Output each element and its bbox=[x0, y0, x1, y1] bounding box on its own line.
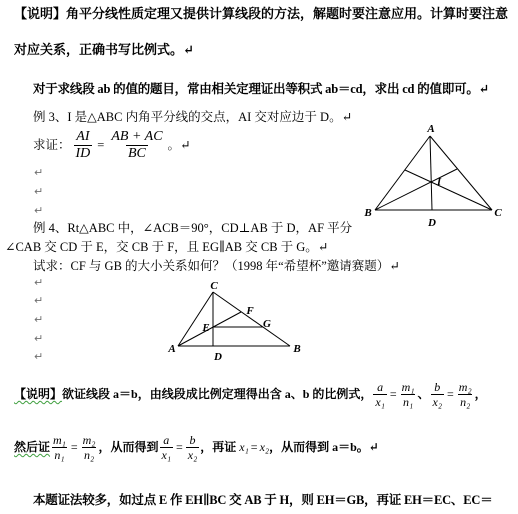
example4-line-2: ∠CAB 交 CD 于 E，交 CB 于 F，且 EG∥AB 交 CB 于 G。↵ bbox=[5, 240, 329, 254]
fraction-denominator: n₂ bbox=[460, 394, 471, 409]
fraction-numerator: b bbox=[434, 379, 441, 394]
fraction-denominator: n₁ bbox=[402, 394, 414, 409]
fraction-m1-over-n1 bbox=[400, 380, 417, 409]
paragraph-mark: ↵ bbox=[34, 294, 44, 307]
fig1-label-a: A bbox=[427, 123, 435, 135]
fraction-denominator: n₁ bbox=[54, 447, 65, 462]
fraction-a-over-x1 bbox=[373, 380, 387, 409]
closing-line: 本题证法较多，如过点 E 作 EH∥BC 交 AB 于 H，则 EH＝GB，再证 EH＝EC、EC＝ bbox=[33, 493, 493, 507]
fig2-side-ac bbox=[178, 292, 213, 346]
fig2-label-b: B bbox=[293, 343, 301, 355]
paragraph-mark: ↵ bbox=[34, 332, 44, 345]
note-proportion-line bbox=[14, 376, 487, 412]
fraction-denominator: x₂ bbox=[187, 447, 198, 462]
fig1-label-d: D bbox=[428, 217, 436, 229]
fig2-label-g: G bbox=[263, 318, 271, 330]
fraction-numerator: m₁ bbox=[53, 432, 66, 447]
fraction-b-over-x2 bbox=[431, 380, 445, 409]
list-separator: 、 bbox=[417, 387, 430, 401]
intro-line-3: 对于求线段 ab 的值的题目，常由相关定理证出等积式 ab＝cd，求出 cd 的值即可。↵ bbox=[33, 82, 490, 96]
fraction-numerator: AB + AC bbox=[111, 128, 163, 144]
example4-question: 试求：CF 与 GB 的大小关系如何？（1998 年“希望杯”邀请赛题）↵ bbox=[33, 259, 400, 273]
note-lead-label: 【说明】 bbox=[14, 387, 63, 401]
fraction-numerator: b bbox=[189, 432, 196, 447]
fraction-numerator: m₂ bbox=[458, 379, 472, 394]
note-then-end: ，从而得到 a＝b。↵ bbox=[269, 440, 379, 454]
note-then-line bbox=[14, 429, 379, 465]
fig1-label-c: C bbox=[494, 207, 502, 219]
figure-triangle-incenter bbox=[362, 120, 507, 230]
intro-line-2: 对应关系，正确书写比例式。↵ bbox=[14, 42, 194, 57]
equals-sign: = bbox=[389, 387, 397, 401]
figure-right-triangle bbox=[165, 280, 305, 362]
equals-sign: = bbox=[70, 440, 78, 454]
note-proportion-end: ， bbox=[474, 387, 487, 401]
note-proportion-text: 欲证线段 a＝b，由线段成比例定理得出含 a、b 的比例式， bbox=[62, 387, 373, 401]
paragraph-mark: ↵ bbox=[34, 204, 44, 217]
paragraph-mark: ↵ bbox=[34, 185, 44, 198]
equation-rhs: x₂ bbox=[259, 440, 270, 454]
fraction-denominator: BC bbox=[128, 145, 146, 161]
intro-line-1: 【说明】角平分线性质定理又提供计算线段的方法，解题时要注意应用。计算时要注意 bbox=[14, 6, 509, 21]
fig1-segment-ad bbox=[430, 136, 432, 210]
fraction-numerator: m₁ bbox=[401, 379, 415, 394]
fraction-denominator: x₁ bbox=[375, 394, 385, 409]
fig1-bisector-c bbox=[405, 170, 492, 210]
fraction-numerator: a bbox=[163, 432, 170, 447]
fraction-a-over-x1 bbox=[160, 433, 174, 462]
example3-statement: 例 3、I 是△ABC 内角平分线的交点，AI 交对应边于 D。↵ bbox=[33, 110, 353, 124]
fraction-m1-over-n1 bbox=[51, 433, 68, 462]
example4-line-1: 例 4、Rt△ABC 中，∠ACB＝90°，CD⊥AB 于 D，AF 平分 bbox=[33, 221, 353, 235]
fig1-side-ac bbox=[430, 136, 492, 210]
fraction-denominator: x₂ bbox=[432, 394, 443, 409]
note-then-lead: 然后证 bbox=[14, 440, 51, 454]
note-then-mid-2: ，再证 bbox=[200, 440, 237, 454]
fig1-label-b: B bbox=[364, 207, 372, 219]
paragraph-mark: ↵ bbox=[34, 166, 44, 179]
fig2-label-d: D bbox=[214, 351, 222, 362]
prove-line-end: 。↵ bbox=[167, 138, 191, 152]
fraction-sum-over-bc bbox=[109, 129, 164, 162]
fraction-denominator: n₂ bbox=[83, 447, 95, 462]
paragraph-mark: ↵ bbox=[34, 276, 44, 289]
fraction-m2-over-n2 bbox=[457, 380, 474, 409]
paragraph-mark: ↵ bbox=[34, 350, 44, 363]
fraction-ai-over-id bbox=[74, 129, 93, 162]
fig2-label-f: F bbox=[246, 305, 254, 317]
paragraph-mark: ↵ bbox=[34, 313, 44, 326]
equals-sign: = bbox=[447, 387, 454, 401]
fraction-numerator: AI bbox=[76, 128, 90, 144]
fraction-b-over-x2 bbox=[186, 433, 200, 462]
fraction-m2-over-n2 bbox=[81, 433, 98, 462]
fig2-label-c: C bbox=[210, 280, 218, 292]
fraction-denominator: ID bbox=[75, 145, 91, 161]
example3-prove-line bbox=[33, 127, 191, 163]
prove-label: 求证： bbox=[33, 138, 71, 152]
equals-sign: = bbox=[250, 440, 258, 454]
note-then-mid-1: ，从而得到 bbox=[98, 440, 159, 454]
fraction-numerator: a bbox=[377, 379, 384, 394]
equation-lhs: x₁ bbox=[239, 440, 249, 454]
fig2-side-cb bbox=[213, 292, 290, 346]
fraction-numerator: m₂ bbox=[82, 432, 96, 447]
equals-sign: = bbox=[176, 440, 183, 454]
equals-sign: = bbox=[97, 138, 105, 152]
fig1-side-ab bbox=[375, 136, 430, 210]
fraction-denominator: x₁ bbox=[161, 447, 171, 462]
fig1-label-i: I bbox=[436, 176, 442, 188]
fig2-label-e: E bbox=[202, 322, 210, 334]
fig2-label-a: A bbox=[168, 343, 176, 355]
